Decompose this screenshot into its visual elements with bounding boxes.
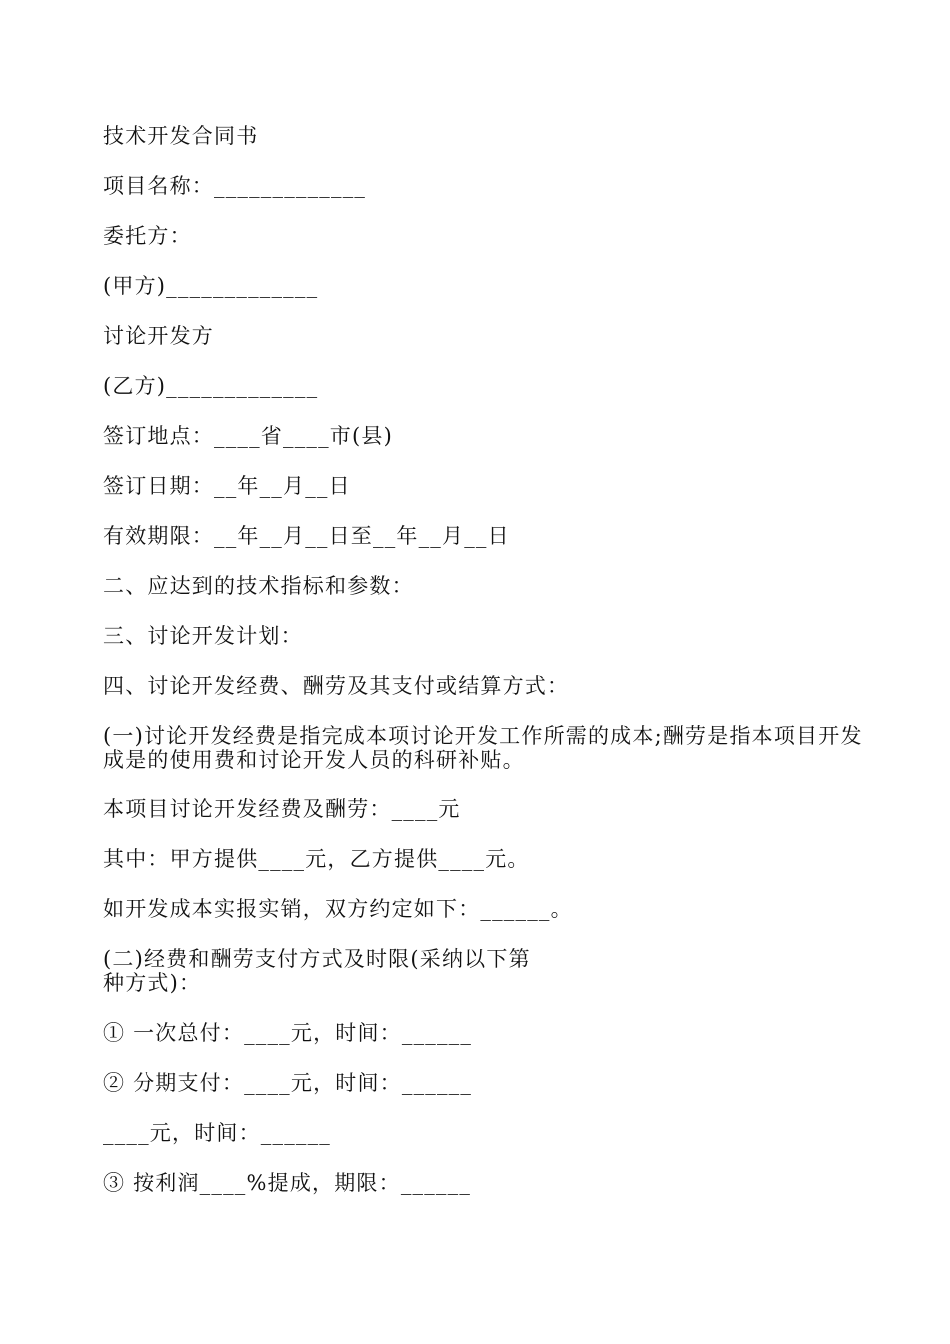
signing-place-line: 签订地点：____省____市(县)	[103, 424, 393, 448]
section-2-heading: 二、应达到的技术指标和参数：	[103, 574, 414, 598]
project-name-line: 项目名称：_____________	[103, 174, 367, 198]
party-b-line: (乙方)_____________	[103, 374, 319, 398]
installment-line-2: ____元，时间：______	[103, 1121, 331, 1145]
section-3-heading: 三、讨论开发计划：	[103, 624, 303, 648]
validity-period-line: 有效期限：__年__月__日至__年__月__日	[103, 524, 510, 548]
signing-date-line: 签订日期：__年__月__日	[103, 474, 351, 498]
payment-method-paragraph: (二)经费和酬劳支付方式及时限(采纳以下第 种方式)：	[103, 947, 531, 995]
funding-split-line: 其中：甲方提供____元，乙方提供____元。	[103, 847, 530, 871]
section-4-heading: 四、讨论开发经费、酬劳及其支付或结算方式：	[103, 674, 570, 698]
document-title: 技术开发合同书	[103, 124, 259, 148]
lump-sum-line: ① 一次总付：____元，时间：______	[103, 1021, 473, 1045]
client-label: 委托方：	[103, 224, 192, 248]
funding-definition-paragraph: (一)讨论开发经费是指完成本项讨论开发工作所需的成本;酬劳是指本项目开发成是的使用费和讨论开发人员的科研补贴。	[103, 724, 863, 772]
installment-line: ② 分期支付：____元，时间：______	[103, 1071, 473, 1095]
party-a-line: (甲方)_____________	[103, 274, 319, 298]
actual-cost-line: 如开发成本实报实销，双方约定如下：______。	[103, 897, 573, 921]
profit-share-line: ③ 按利润____%提成，期限：______	[103, 1171, 472, 1195]
developer-label: 讨论开发方	[103, 324, 214, 348]
total-funding-line: 本项目讨论开发经费及酬劳：____元	[103, 797, 461, 821]
